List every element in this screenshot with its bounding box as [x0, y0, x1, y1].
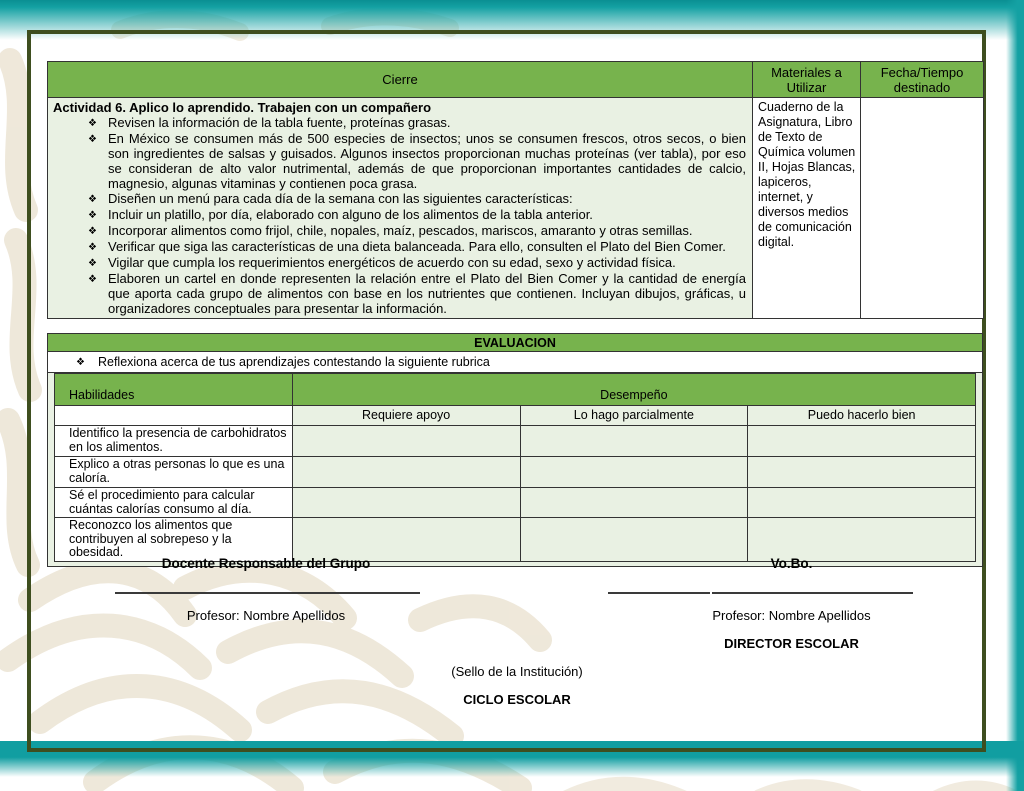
rubric-skill: Explico a otras personas lo que es una caloría.	[55, 457, 293, 488]
activity-bullet	[53, 115, 746, 131]
diamond-bullet-icon: ❖	[76, 356, 85, 368]
bullet-text: Elaboren un cartel en donde representen la relación entre el Plato del Bien Comer y la cantidad de energía que aporta cada grupo de alimentos con base en los nutrientes que contienen. Incluyan dibujos, gráficas, u organizadores conceptuales para presentar la información.	[108, 271, 746, 316]
fecha-tiempo-cell	[861, 98, 984, 319]
left-professor-name: Profesor: Nombre Apellidos	[186, 608, 346, 623]
rubric-row	[55, 488, 976, 518]
rubric-header-habilidades: Habilidades	[55, 374, 293, 406]
rubric-empty-cell	[292, 488, 520, 518]
diamond-bullet-icon: ❖	[88, 210, 97, 221]
activity-bullet	[53, 223, 746, 239]
rubric-levels-row	[55, 406, 976, 426]
right-signature-title: Vo.Bo.	[770, 556, 813, 571]
institution-seal-note: (Sello de la Institución)	[451, 664, 583, 679]
cierre-body-row	[48, 98, 984, 319]
right-professor-name: Profesor: Nombre Apellidos	[712, 608, 871, 623]
rubric-empty-cell	[292, 518, 520, 562]
evaluation-table	[47, 333, 983, 567]
diamond-bullet-icon: ❖	[88, 226, 97, 237]
activity-cell	[48, 98, 753, 319]
bullet-text: Revisen la información de la tabla fuente, proteínas grasas.	[108, 115, 451, 130]
diamond-bullet-icon: ❖	[88, 274, 97, 285]
cierre-header-row	[48, 62, 984, 98]
rubric-level-requiere-apoyo: Requiere apoyo	[292, 406, 520, 426]
rubric-empty-cell	[520, 426, 748, 457]
right-signature-line	[608, 592, 710, 594]
evaluation-instruction: Reflexiona acerca de tus aprendizajes contestando la siguiente rubrica	[97, 355, 490, 369]
rubric-header-desempeno: Desempeño	[292, 374, 975, 406]
col-header-cierre: Cierre	[48, 62, 753, 98]
rubric-level-parcialmente: Lo hago parcialmente	[520, 406, 748, 426]
bullet-text: Verificar que siga las características de una dieta balanceada. Para ello, consulten el Plato del Bien Comer.	[108, 239, 726, 254]
rubric-empty-cell	[748, 518, 976, 562]
rubric-empty-cell	[520, 457, 748, 488]
diamond-bullet-icon: ❖	[88, 242, 97, 253]
diamond-bullet-icon: ❖	[88, 118, 97, 129]
diamond-bullet-icon: ❖	[88, 194, 97, 205]
rubric-row	[55, 518, 976, 562]
rubric-level-hacerlo-bien: Puedo hacerlo bien	[748, 406, 976, 426]
cierre-table	[47, 61, 984, 319]
rubric-empty-cell	[748, 457, 976, 488]
evaluation-instruction-row	[48, 352, 982, 373]
school-cycle-label: CICLO ESCOLAR	[463, 692, 571, 707]
materials-cell: Cuaderno de la Asignatura, Libro de Texto de Química volumen II, Hojas Blancas, lapiceros, internet, y diversos medios de comunicación digital.	[753, 98, 861, 319]
left-signature-line	[115, 592, 420, 594]
right-signature-line	[712, 592, 913, 594]
bullet-text: Incluir un platillo, por día, elaborado con alguno de los alimentos de la tabla anterior.	[108, 207, 593, 222]
rubric-empty-cell	[520, 488, 748, 518]
rubric-row	[55, 457, 976, 488]
bullet-text: Incorporar alimentos como frijol, chile, nopales, maíz, pescados, mariscos, amaranto y otras semillas.	[108, 223, 693, 238]
activity-bullet	[53, 271, 746, 316]
activity-bullet	[53, 131, 746, 191]
activity-bullet	[53, 255, 746, 271]
left-signature-title: Docente Responsable del Grupo	[161, 556, 371, 571]
rubric-corner-cell	[55, 406, 293, 426]
rubric-skill: Identifico la presencia de carbohidratos en los alimentos.	[55, 426, 293, 457]
evaluation-title: EVALUACION	[48, 334, 982, 352]
director-role-label: DIRECTOR ESCOLAR	[724, 636, 859, 651]
bullet-text: En México se consumen más de 500 especies de insectos; unos se consumen frescos, otros secos, o bien son ingredientes de salsas y guisados. Algunos insectos proporcionan muchas proteínas (ver tabla), por eso se consideran de alto valor nutrimental, además de que proporcionan importantes cantidades de calcio, magnesio, algunas vitaminas y contienen poca grasa.	[108, 131, 746, 191]
col-header-fecha-tiempo: Fecha/Tiempo destinado	[861, 62, 984, 98]
rubric-empty-cell	[292, 426, 520, 457]
rubric-table	[54, 373, 976, 562]
activity-bullet	[53, 239, 746, 255]
rubric-empty-cell	[520, 518, 748, 562]
col-header-materiales: Materiales a Utilizar	[753, 62, 861, 98]
rubric-skill: Sé el procedimiento para calcular cuántas calorías consumo al día.	[55, 488, 293, 518]
diamond-bullet-icon: ❖	[88, 258, 97, 269]
rubric-header-row	[55, 374, 976, 406]
rubric-empty-cell	[748, 426, 976, 457]
activity-bullet	[53, 207, 746, 223]
rubric-skill: Reconozco los alimentos que contribuyen al sobrepeso y la obesidad.	[55, 518, 293, 562]
activity-bullet	[53, 191, 746, 207]
rubric-empty-cell	[748, 488, 976, 518]
right-teal-band	[1006, 0, 1024, 791]
activity-title: Actividad 6. Aplico lo aprendido. Trabajen con un compañero	[53, 100, 432, 115]
rubric-empty-cell	[292, 457, 520, 488]
bullet-text: Diseñen un menú para cada día de la semana con las siguientes características:	[108, 191, 573, 206]
bullet-text: Vigilar que cumpla los requerimientos energéticos de acuerdo con su edad, sexo y actividad física.	[108, 255, 676, 270]
diamond-bullet-icon: ❖	[88, 134, 97, 145]
rubric-row	[55, 426, 976, 457]
